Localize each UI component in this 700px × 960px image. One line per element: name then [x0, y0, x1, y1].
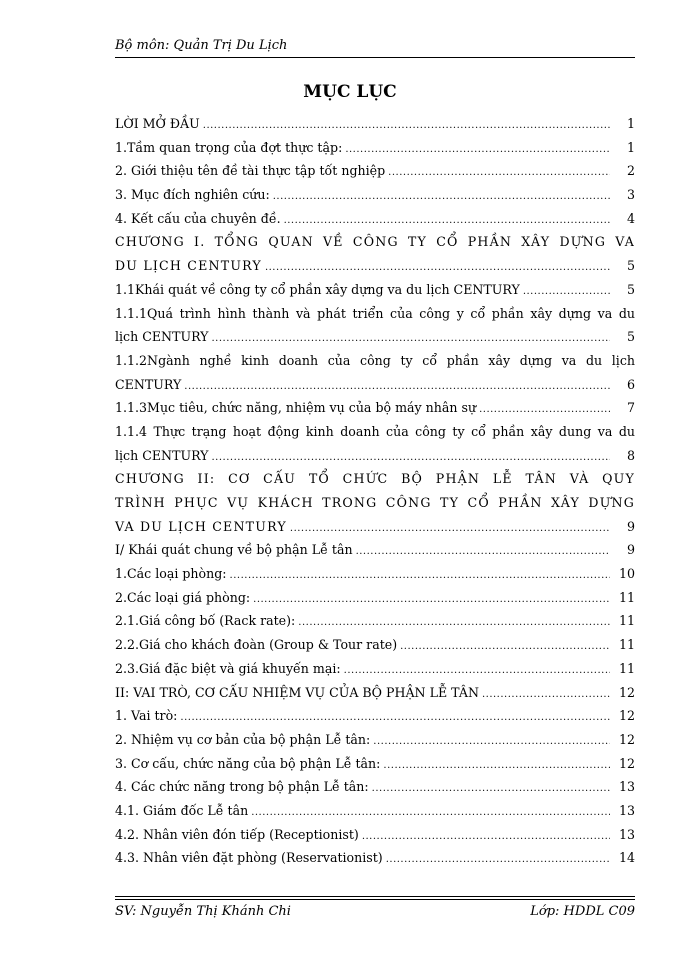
toc-entry[interactable] — [115, 775, 635, 799]
toc-entry[interactable] — [115, 633, 635, 657]
footer-class: Lớp: HDDL C09 — [530, 904, 635, 919]
toc-entry[interactable] — [115, 752, 635, 776]
toc-entry-page: 12 — [618, 755, 635, 771]
page-footer — [115, 904, 635, 919]
toc-entry[interactable] — [115, 420, 635, 467]
toc-entry-page: 5 — [626, 258, 635, 274]
toc-entry[interactable] — [115, 396, 635, 420]
toc-entry-text: 1. Vai trò: — [115, 708, 178, 724]
footer-rule — [115, 896, 635, 897]
toc-entry[interactable] — [115, 704, 635, 728]
toc-entry-text: 1.Các loại phòng: — [115, 566, 227, 582]
table-of-contents — [115, 112, 635, 870]
toc-entry-text: 2. Nhiệm vụ cơ bản của bộ phận Lễ tân: — [115, 731, 371, 747]
toc-entry[interactable] — [115, 112, 635, 136]
toc-entry-text: lịch CENTURY — [115, 447, 209, 463]
toc-entry-page: 12 — [618, 731, 635, 747]
toc-entry-page: 7 — [626, 400, 635, 416]
page-header: Bộ môn: Quản Trị Du Lịch — [115, 38, 288, 53]
toc-entry-page: 11 — [618, 613, 635, 629]
toc-entry-page: 9 — [626, 518, 635, 534]
toc-entry-text: 2.1.Giá công bố (Rack rate): — [115, 613, 296, 629]
toc-entry-page: 2 — [626, 163, 635, 179]
toc-entry[interactable] — [115, 681, 635, 705]
toc-entry-text: lịch CENTURY — [115, 329, 209, 345]
footer-rule — [115, 899, 635, 900]
toc-entry-text: 4.1. Giám đốc Lễ tân — [115, 802, 249, 818]
toc-entry-text: VA DU LỊCH CENTURY — [115, 518, 287, 534]
toc-entry[interactable] — [115, 538, 635, 562]
page-title: MỤC LỤC — [303, 82, 397, 102]
toc-entry-page: 11 — [618, 589, 635, 605]
header-rule — [115, 57, 635, 58]
toc-entry-text: 2.Các loại giá phòng: — [115, 589, 251, 605]
toc-entry[interactable] — [115, 136, 635, 160]
toc-entry-text: 4.2. Nhân viên đón tiếp (Receptionist) — [115, 826, 359, 842]
toc-entry[interactable] — [115, 183, 635, 207]
toc-entry[interactable] — [115, 657, 635, 681]
toc-entry-page: 5 — [626, 281, 635, 297]
toc-entry-page: 10 — [618, 566, 635, 582]
toc-entry[interactable] — [115, 278, 635, 302]
toc-entry-page: 8 — [626, 447, 635, 463]
toc-entry-page: 12 — [618, 708, 635, 724]
toc-entry-text: LỜI MỞ ĐẦU — [115, 116, 200, 131]
toc-chapter-2[interactable] — [115, 467, 635, 538]
toc-entry[interactable] — [115, 609, 635, 633]
toc-entry-text: 1.1.4 Thực trạng hoạt động kinh doanh của công ty cổ phần xây dung va du — [115, 423, 635, 439]
toc-entry-page: 12 — [618, 684, 635, 700]
toc-entry-text: 3. Cơ cấu, chức năng của bộ phận Lễ tân: — [115, 755, 381, 771]
toc-entry-text: I/ Khái quát chung về bộ phận Lễ tân — [115, 542, 353, 558]
toc-entry-text: 1.1.3Mục tiêu, chức năng, nhiệm vụ của bộ máy nhân sự — [115, 400, 477, 416]
toc-entry[interactable] — [115, 349, 635, 396]
toc-entry-text: DU LỊCH CENTURY — [115, 258, 262, 274]
toc-entry[interactable] — [115, 302, 635, 349]
toc-entry-text: 4. Các chức năng trong bộ phận Lễ tân: — [115, 779, 369, 795]
toc-entry-text: 4. Kết cấu của chuyên đề. — [115, 210, 281, 226]
toc-entry-text: 4.3. Nhân viên đặt phòng (Reservationist) — [115, 850, 383, 866]
toc-entry-page: 1 — [626, 139, 635, 155]
toc-entry-page: 1 — [626, 116, 635, 131]
footer-student: SV: Nguyễn Thị Khánh Chi — [115, 904, 291, 919]
toc-entry-text: CENTURY — [115, 376, 182, 392]
toc-entry-page: 13 — [618, 779, 635, 795]
toc-entry-text: 2.2.Giá cho khách đoàn (Group & Tour rate) — [115, 637, 398, 653]
toc-entry-page: 11 — [618, 660, 635, 676]
toc-entry[interactable] — [115, 799, 635, 823]
toc-entry-page: 5 — [626, 329, 635, 345]
toc-entry-page: 13 — [618, 802, 635, 818]
toc-entry-page: 3 — [626, 187, 635, 203]
toc-entry-page: 9 — [626, 542, 635, 558]
toc-entry-page: 11 — [618, 637, 635, 653]
toc-entry-text: 1.1Khái quát về công ty cổ phần xây dựng va du lịch CENTURY — [115, 281, 520, 297]
toc-entry-text: II: VAI TRÒ, CƠ CẤU NHIỆM VỤ CỦA BỘ PHẬN LỄ TÂN — [115, 684, 479, 700]
toc-entry-text: CHƯƠNG II: CƠ CẤU TỔ CHỨC BỘ PHẬN LỄ TÂN VÀ QUY — [115, 471, 635, 487]
toc-entry[interactable] — [115, 586, 635, 610]
toc-entry-page: 14 — [618, 850, 635, 866]
toc-entry[interactable] — [115, 562, 635, 586]
toc-entry-text: 1.1.1Quá trình hình thành và phát triển của công y cổ phần xây dựng va du — [115, 305, 635, 321]
toc-entry[interactable] — [115, 207, 635, 231]
toc-entry-page: 13 — [618, 826, 635, 842]
toc-entry-text: 3. Mục đích nghiên cứu: — [115, 187, 270, 203]
toc-entry-page: 4 — [626, 210, 635, 226]
toc-entry[interactable] — [115, 159, 635, 183]
toc-entry-text: TRÌNH PHỤC VỤ KHÁCH TRONG CÔNG TY CỔ PHẦN XÂY DỰNG — [115, 495, 635, 510]
toc-entry-text: 1.Tầm quan trọng của đợt thực tập: — [115, 139, 343, 155]
toc-entry-text: 2.3.Giá đặc biệt và giá khuyến mại: — [115, 660, 341, 676]
toc-entry[interactable] — [115, 846, 635, 870]
toc-entry-page: 6 — [626, 376, 635, 392]
toc-entry[interactable] — [115, 823, 635, 847]
toc-chapter-1[interactable] — [115, 230, 635, 277]
toc-entry-text: 1.1.2Ngành nghề kinh doanh của công ty cổ phần xây dựng va du lịch — [115, 352, 635, 368]
toc-entry-text: CHƯƠNG I. TỔNG QUAN VỀ CÔNG TY CỔ PHẦN XÂY DỰNG VA — [115, 234, 635, 250]
toc-entry-text: 2. Giới thiệu tên đề tài thực tập tốt nghiệp — [115, 163, 386, 179]
toc-entry[interactable] — [115, 728, 635, 752]
